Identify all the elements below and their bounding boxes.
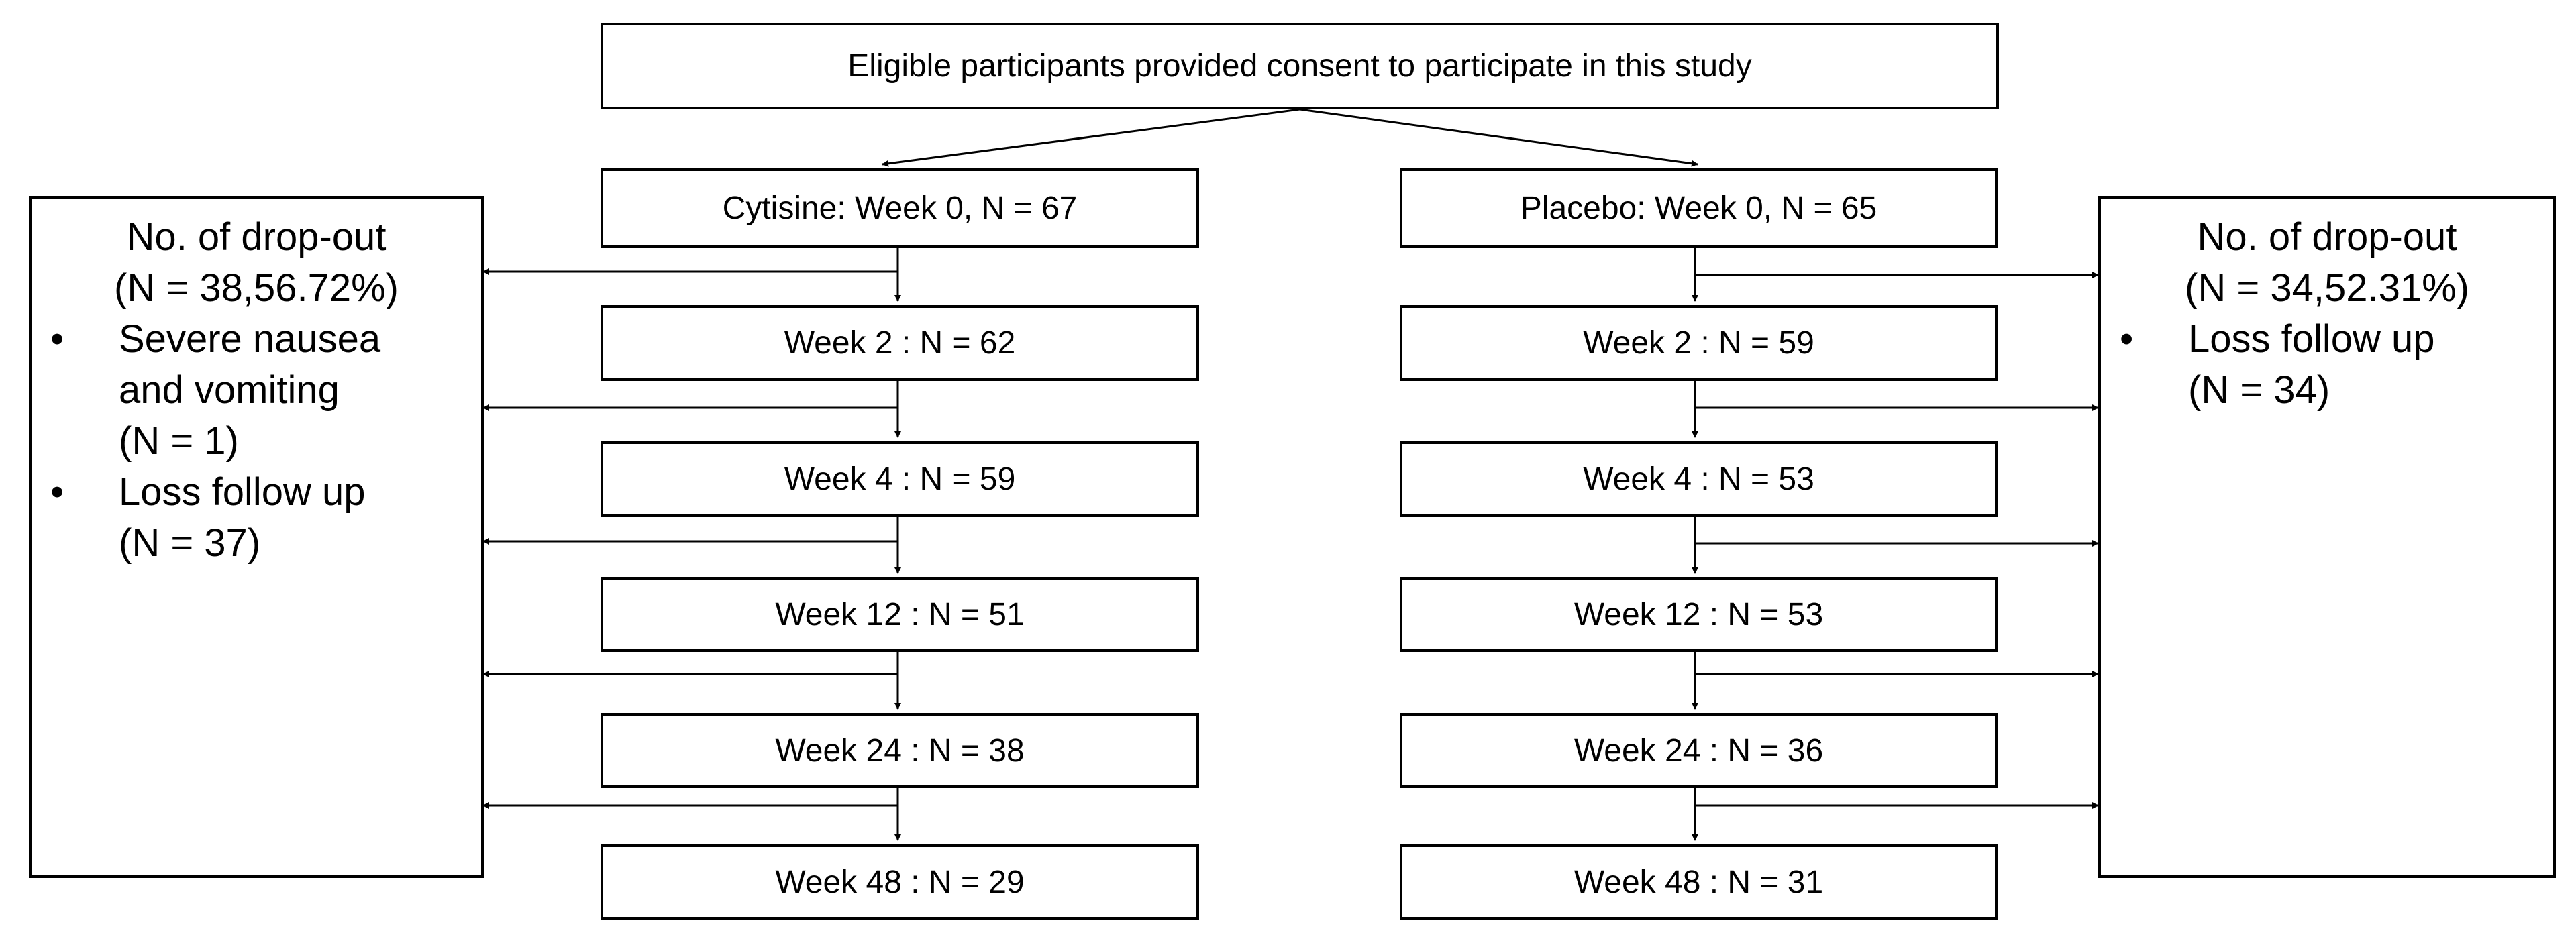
placebo-week48-label: Week 48 : N = 31 bbox=[1574, 864, 1824, 900]
cytisine-week24-label: Week 24 : N = 38 bbox=[775, 732, 1025, 769]
arrow-top-to-placebo bbox=[1300, 109, 1698, 164]
cytisine-dropout-title bbox=[32, 212, 481, 314]
cytisine-week2-label: Week 2 : N = 62 bbox=[784, 325, 1016, 361]
cytisine-dropout-reason-nausea: • Severe nausea and vomiting (N = 1) bbox=[32, 314, 481, 467]
cytisine-week0-box bbox=[601, 168, 1199, 248]
cytisine-dropout-reason-loss: • Loss follow up (N = 37) bbox=[32, 467, 481, 569]
cytisine-week0-label: Cytisine: Week 0, N = 67 bbox=[722, 190, 1078, 226]
placebo-dropout-box bbox=[2098, 196, 2556, 878]
cytisine-dropout-reasons bbox=[32, 314, 481, 569]
cytisine-week4-box bbox=[601, 441, 1199, 517]
placebo-week24-label: Week 24 : N = 36 bbox=[1574, 732, 1824, 769]
cytisine-week48-label: Week 48 : N = 29 bbox=[775, 864, 1025, 900]
placebo-week4-label: Week 4 : N = 53 bbox=[1583, 461, 1814, 497]
consent-box bbox=[601, 23, 1999, 109]
placebo-week4-box bbox=[1400, 441, 1998, 517]
cytisine-dropout-title-line1: No. of drop-out bbox=[126, 215, 387, 259]
placebo-week0-label: Placebo: Week 0, N = 65 bbox=[1520, 190, 1877, 226]
cytisine-week12-label: Week 12 : N = 51 bbox=[775, 597, 1025, 632]
placebo-dropout-reason-loss: • Loss follow up (N = 34) bbox=[2101, 314, 2553, 416]
cytisine-week48-box bbox=[601, 844, 1199, 920]
placebo-week2-label: Week 2 : N = 59 bbox=[1583, 325, 1814, 361]
placebo-week48-box bbox=[1400, 844, 1998, 920]
placebo-dropout-reasons bbox=[2101, 314, 2553, 416]
arrow-top-to-cytisine bbox=[882, 109, 1300, 164]
cytisine-week24-box bbox=[601, 713, 1199, 788]
placebo-week2-box bbox=[1400, 305, 1998, 381]
cytisine-week4-label: Week 4 : N = 59 bbox=[784, 461, 1016, 497]
placebo-week24-box bbox=[1400, 713, 1998, 788]
consent-label: Eligible participants provided consent to participate in this study bbox=[847, 48, 1752, 84]
cytisine-week12-box bbox=[601, 577, 1199, 652]
placebo-week12-label: Week 12 : N = 53 bbox=[1574, 597, 1824, 632]
cytisine-dropout-title-line2: (N = 38,56.72%) bbox=[114, 266, 399, 310]
cytisine-dropout-box bbox=[29, 196, 484, 878]
placebo-dropout-title-line1: No. of drop-out bbox=[2197, 215, 2457, 259]
placebo-dropout-title-line2: (N = 34,52.31%) bbox=[2185, 266, 2469, 310]
placebo-week12-box bbox=[1400, 577, 1998, 652]
cytisine-week2-box bbox=[601, 305, 1199, 381]
placebo-week0-box bbox=[1400, 168, 1998, 248]
placebo-dropout-title bbox=[2101, 212, 2553, 314]
